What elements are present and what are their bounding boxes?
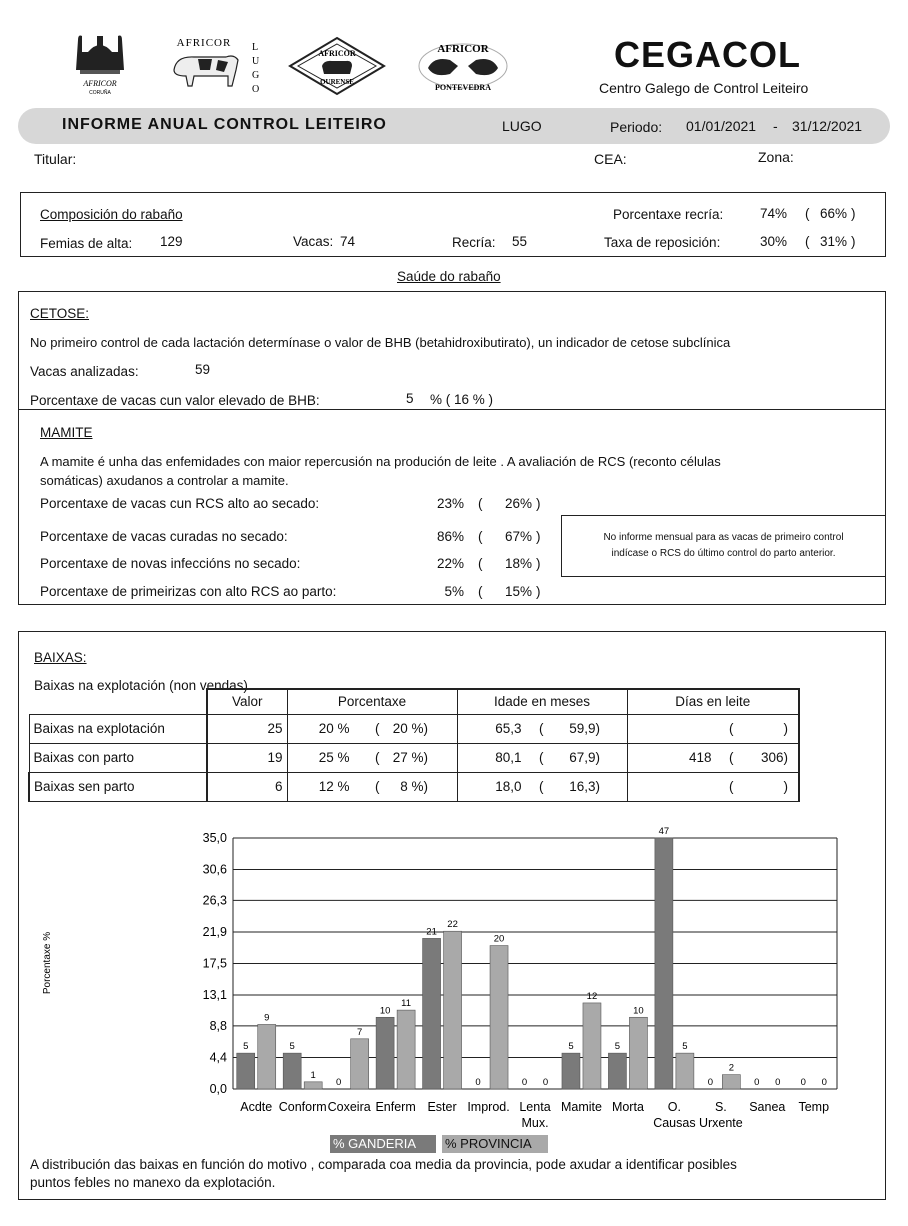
recria-value: 55: [512, 234, 528, 249]
svg-text:AFRICOR: AFRICOR: [318, 49, 356, 58]
baixas-row-dias: [627, 714, 799, 743]
vacas-label: Vacas:: [293, 234, 334, 249]
cetose-vacas-value: 59: [195, 362, 211, 377]
data-label: 0: [542, 1077, 549, 1088]
bar-provincia: [258, 1024, 276, 1089]
x-tick-label: Temp: [798, 1100, 830, 1114]
baixas-footer-2: puntos febles no manexo da explotación.: [30, 1175, 276, 1190]
baixas-row-dias: [627, 772, 799, 801]
data-label: 0: [336, 1077, 342, 1088]
baixas-row-pct-value: 25 %: [318, 750, 350, 765]
cetose-pct-value: 5: [406, 391, 414, 406]
saude-divider: [18, 409, 886, 410]
svg-text:AFRICOR: AFRICOR: [437, 43, 489, 55]
mamite-row-prov: 18%: [504, 556, 532, 571]
femias-label: Femias de alta:: [40, 236, 133, 251]
report-title: INFORME ANUAL CONTROL LEITEIRO: [62, 116, 387, 133]
paren-close: ): [783, 750, 788, 765]
mamite-row-prov-close: ): [536, 584, 541, 599]
data-label: 0: [775, 1077, 781, 1088]
bar-ganderia: [562, 1053, 580, 1089]
africor-coruna-logo: [70, 30, 130, 96]
baixas-header-idade: Idade en meses: [457, 689, 627, 714]
baixas-table: [28, 688, 800, 802]
svg-text:G: G: [252, 70, 260, 81]
x-tick-label: Ester: [427, 1100, 457, 1114]
baixas-row: [29, 772, 799, 801]
mamite-row-label: Porcentaxe de vacas cun RCS alto ao secado:: [40, 496, 320, 511]
x-tick-label: Acdte: [240, 1100, 273, 1114]
pct-recria-prov-open: (: [805, 206, 810, 221]
baixas-row-valor: 19: [207, 743, 287, 772]
y-tick-label: 8,8: [209, 1018, 227, 1033]
data-label: 0: [754, 1077, 760, 1088]
legend-ganderia-label: % GANDERIA: [333, 1136, 417, 1151]
bar-provincia: [490, 946, 508, 1089]
data-label: 7: [357, 1026, 363, 1038]
baixas-row-idade-value: 18,0: [495, 779, 522, 794]
baixas-row-label: Baixas na explotación: [29, 714, 207, 743]
paren-close: ): [783, 779, 788, 794]
mamite-row-prov-close: ): [536, 496, 541, 511]
data-label: 22: [447, 919, 458, 931]
cea-label: CEA:: [594, 151, 627, 167]
data-label: 5: [243, 1041, 249, 1053]
bar-provincia: [304, 1082, 322, 1089]
data-label: 0: [821, 1077, 827, 1088]
femias-value: 129: [160, 234, 183, 249]
x-tick-label: Enferm: [375, 1100, 416, 1114]
bar-ganderia: [376, 1017, 394, 1089]
africor-ourense-logo: [288, 36, 386, 96]
mamite-row-prov: 15%: [504, 584, 532, 599]
paren-close: ): [595, 750, 600, 765]
mamite-row-label: Porcentaxe de vacas curadas no secado:: [40, 529, 288, 544]
period-end: 31/12/2021: [792, 118, 863, 134]
y-tick-label: 17,5: [202, 956, 227, 971]
y-tick-label: 13,1: [202, 988, 227, 1003]
x-tick-label: O.: [667, 1100, 681, 1114]
x-tick-label: S.: [714, 1100, 727, 1114]
baixas-row-dias-value: 418: [688, 750, 712, 765]
data-label: 0: [475, 1077, 481, 1088]
paren-open: (: [375, 721, 380, 736]
baixas-row-idade-prov: 67,9: [569, 750, 596, 765]
baixas-row-valor: 6: [207, 772, 287, 801]
baixas-row-pct-prov: 20 %: [392, 721, 424, 736]
bar-provincia: [397, 1010, 415, 1089]
baixas-row-idade-prov: 16,3: [569, 779, 596, 794]
bar-ganderia: [655, 838, 673, 1089]
bar-provincia: [583, 1003, 601, 1089]
pct-recria-prov: 66%: [820, 206, 848, 221]
mamite-row-value: 23%: [436, 496, 464, 511]
composicion-title: Composición do rabaño: [40, 207, 183, 222]
y-tick-label: 30,6: [202, 862, 227, 877]
data-label: 12: [586, 990, 598, 1002]
taxa-prov-close: ): [851, 234, 856, 249]
mamite-description-2: somáticas) axudanos a controlar a mamite.: [40, 473, 289, 488]
svg-text:CORUÑA: CORUÑA: [89, 90, 111, 96]
data-label: 11: [401, 998, 412, 1010]
paren-open: (: [539, 750, 544, 765]
baixas-row-idade-value: 65,3: [495, 721, 522, 736]
data-label: 9: [264, 1012, 270, 1024]
paren-close: ): [423, 779, 428, 794]
x-tick-label: Lenta: [519, 1100, 551, 1114]
mamite-title: MAMITE: [40, 425, 93, 440]
paren-close: ): [595, 779, 600, 794]
baixas-subtitle: Baixas na explotación (non vendas): [34, 678, 248, 693]
baixas-row-idade-value: 80,1: [495, 750, 522, 765]
data-label: 0: [800, 1077, 806, 1088]
paren-close: ): [595, 721, 600, 736]
baixas-row-pct-prov: 27 %: [392, 750, 424, 765]
bar-ganderia: [608, 1053, 626, 1089]
province: LUGO: [502, 118, 542, 134]
mamite-row-label: Porcentaxe de novas infeccións no secado:: [40, 556, 301, 571]
cetose-vacas-label: Vacas analizadas:: [30, 364, 139, 379]
pct-recria-label: Porcentaxe recría:: [613, 207, 724, 222]
zona-label: Zona:: [758, 149, 794, 165]
mamite-note-1: No informe mensual para as vacas de primeiro control: [603, 532, 844, 543]
baixas-header-dias: Días en leite: [627, 689, 799, 714]
saude-title: Saúde do rabaño: [397, 269, 501, 284]
bar-provincia: [629, 1017, 647, 1089]
mamite-row-value: 5%: [444, 584, 464, 599]
svg-text:U: U: [252, 56, 260, 67]
mamite-row-prov-open: (: [478, 496, 483, 511]
data-label: 10: [633, 1005, 644, 1017]
bar-provincia: [722, 1075, 740, 1089]
cetose-pct-label: Porcentaxe de vacas cun valor elevado de BHB:: [30, 393, 320, 408]
baixas-row-pct-value: 20 %: [318, 721, 350, 736]
legend-provincia-label: % PROVINCIA: [445, 1136, 532, 1151]
x-tick-label: Improd.: [467, 1100, 510, 1114]
baixas-row-label: Baixas con parto: [29, 743, 207, 772]
y-tick-label: 21,9: [202, 924, 227, 939]
y-tick-label: 35,0: [202, 831, 227, 845]
svg-text:OURENSE: OURENSE: [320, 78, 354, 86]
mamite-row-value: 86%: [436, 529, 464, 544]
period-separator: -: [773, 118, 778, 134]
baixas-row-dias: [627, 743, 799, 772]
paren-open: (: [375, 750, 380, 765]
mamite-row-prov: 67%: [504, 529, 532, 544]
cetose-description: No primeiro control de cada lactación determínase o valor de BHB (betahidroxibutirato), un indicador de cetose subclínica: [30, 335, 731, 350]
baixas-row-label: Baixas sen parto: [29, 772, 207, 801]
x-tick-label: Sanea: [749, 1100, 786, 1114]
data-label: 10: [379, 1005, 391, 1017]
baixas-row-idade: [457, 714, 627, 743]
mamite-row-prov: 26%: [504, 496, 532, 511]
bar-provincia: [351, 1039, 369, 1089]
paren-open: (: [729, 721, 734, 736]
svg-text:L: L: [252, 42, 259, 53]
mamite-row-prov-close: ): [536, 529, 541, 544]
data-label: 5: [614, 1041, 621, 1053]
paren-close: ): [423, 750, 428, 765]
taxa-label: Taxa de reposición:: [604, 235, 721, 250]
svg-text:PONTEVEDRA: PONTEVEDRA: [434, 83, 492, 92]
taxa-value: 30%: [760, 234, 788, 249]
mamite-row-prov-open: (: [478, 529, 483, 544]
mamite-description-1: A mamite é unha das enfemidades con maior repercusión na produción de leite . A avaliación de RCS (reconto células: [40, 454, 721, 469]
data-label: 2: [728, 1062, 734, 1074]
mamite-row-prov-open: (: [478, 584, 483, 599]
baixas-row-pct: [287, 714, 457, 743]
data-label: 47: [658, 826, 670, 837]
y-axis-label: Porcentaxe %: [42, 931, 53, 995]
bar-ganderia: [423, 938, 441, 1089]
svg-text:O: O: [252, 84, 260, 95]
baixas-header-valor: Valor: [207, 689, 287, 714]
mamite-row-prov-close: ): [536, 556, 541, 571]
baixas-row-idade: [457, 743, 627, 772]
data-label: 0: [707, 1077, 713, 1088]
period-start: 01/01/2021: [686, 118, 757, 134]
paren-close: ): [423, 721, 428, 736]
baixas-row-dias-prov: 306: [760, 750, 784, 765]
taxa-prov: 31%: [820, 234, 848, 249]
bar-provincia: [676, 1053, 694, 1089]
baixas-row-pct-prov: 8 %: [400, 779, 424, 794]
paren-close: ): [783, 721, 788, 736]
data-label: 5: [568, 1041, 574, 1053]
x-tick-label: Morta: [611, 1100, 644, 1114]
data-label: 21: [426, 926, 437, 938]
bar-provincia: [444, 931, 462, 1089]
x-tick-label: Urxente: [698, 1116, 743, 1130]
x-tick-label: Mux.: [521, 1116, 549, 1130]
baixas-row: [29, 714, 799, 743]
period-label: Periodo:: [610, 119, 663, 135]
org-subtitle: Centro Galego de Control Leiteiro: [599, 80, 809, 96]
mamite-note-box: [561, 515, 886, 577]
cetose-title: CETOSE:: [30, 306, 90, 321]
y-tick-label: 26,3: [202, 893, 227, 908]
paren-open: (: [729, 750, 734, 765]
data-label: 5: [682, 1041, 688, 1053]
baixas-row-idade: [457, 772, 627, 801]
x-tick-label: Conform: [278, 1100, 327, 1114]
org-name: CEGACOL: [614, 34, 801, 75]
paren-open: (: [539, 779, 544, 794]
baixas-row-valor: 25: [207, 714, 287, 743]
mamite-row-value: 22%: [436, 556, 464, 571]
mamite-row-prov-open: (: [478, 556, 483, 571]
legend-ganderia: [330, 1135, 436, 1153]
recria-label: Recría:: [452, 235, 496, 250]
paren-open: (: [729, 779, 734, 794]
baixas-title: BAIXAS:: [34, 650, 87, 665]
baixas-row-pct: [287, 743, 457, 772]
africor-lugo-logo: [164, 30, 264, 96]
vacas-value: 74: [340, 234, 356, 249]
titular-label: Titular:: [34, 151, 77, 167]
baixas-chart: [20, 818, 880, 1138]
baixas-row-pct-value: 12 %: [318, 779, 350, 794]
mamite-row-label: Porcentaxe de primeirizas con alto RCS ao parto:: [40, 584, 337, 599]
mamite-note-2: indícase o RCS do último control do parto anterior.: [611, 548, 836, 559]
baixas-footer-1: A distribución das baixas en función do motivo , comparada coa media da provincia, pode axudar a identificar posibles: [30, 1157, 737, 1172]
paren-open: (: [539, 721, 544, 736]
pct-recria-prov-close: ): [851, 206, 856, 221]
x-tick-label: Mamite: [560, 1100, 602, 1114]
y-tick-label: 0,0: [209, 1082, 227, 1096]
data-label: 5: [289, 1041, 295, 1053]
pct-recria-value: 74%: [760, 206, 788, 221]
cetose-pct-prov: % ( 16 % ): [430, 392, 494, 407]
baixas-row-pct: [287, 772, 457, 801]
bar-ganderia: [237, 1053, 255, 1089]
baixas-row: [29, 743, 799, 772]
data-label: 20: [493, 933, 505, 945]
x-tick-label: Causas: [653, 1116, 696, 1130]
africor-pontevedra-logo: [414, 32, 512, 96]
data-label: 1: [310, 1069, 316, 1081]
legend-provincia: [442, 1135, 548, 1153]
taxa-prov-open: (: [805, 234, 810, 249]
paren-open: (: [375, 779, 380, 794]
x-tick-label: Coxeira: [327, 1100, 371, 1114]
baixas-header-empty: [29, 689, 207, 714]
baixas-row-idade-prov: 59,9: [569, 721, 596, 736]
data-label: 0: [521, 1077, 528, 1088]
svg-text:AFRICOR: AFRICOR: [176, 37, 232, 49]
baixas-header-porcentaxe: Porcentaxe: [287, 689, 457, 714]
bar-ganderia: [283, 1053, 301, 1089]
svg-text:AFRICOR: AFRICOR: [83, 79, 117, 88]
y-tick-label: 4,4: [209, 1050, 227, 1065]
